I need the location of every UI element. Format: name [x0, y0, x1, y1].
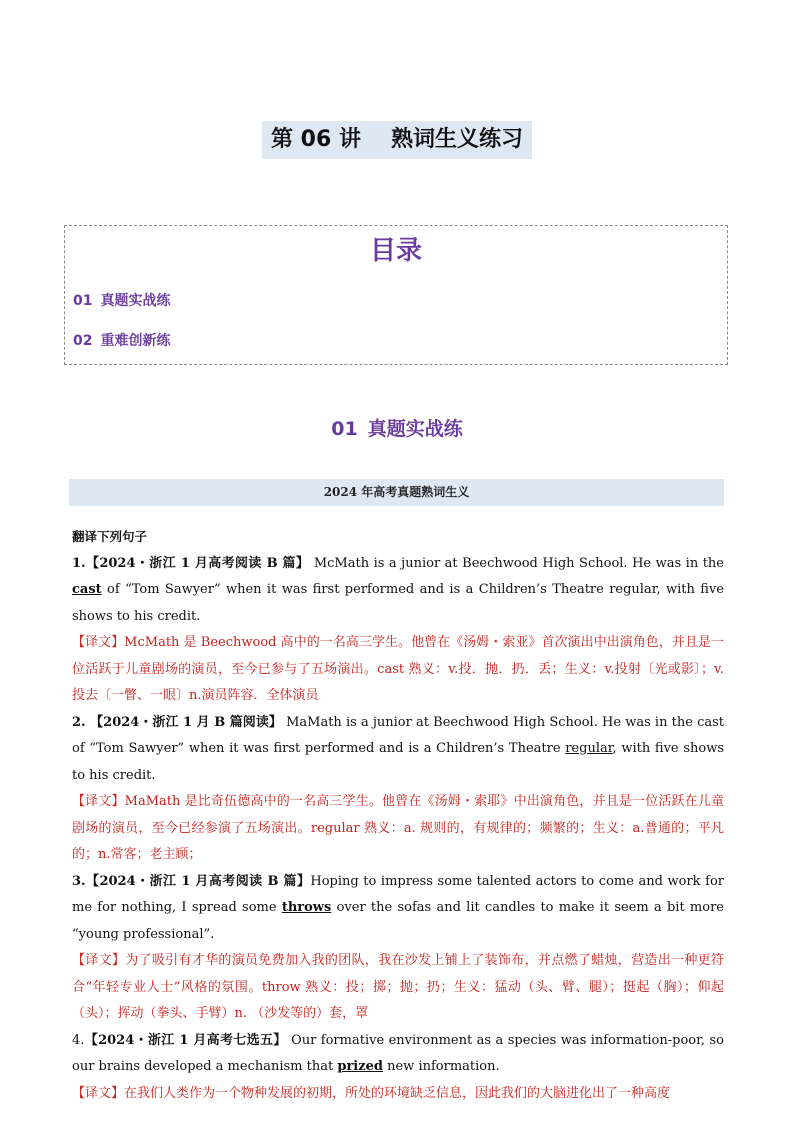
item-text: MaMath is a junior at Beechwood High School. He was in the cast of “Tom Sawyer” when it was first performed and is a Children’s Theatre [72, 714, 724, 756]
item-keyword: throws [281, 900, 332, 915]
item-text: Hoping to impress some talented actors to come and work for me for nothing, I spread some [72, 873, 724, 915]
toc-item-label: 重难创新练 [100, 333, 171, 349]
toc-item-label: 真题实战练 [100, 293, 171, 309]
item-text: new information. [382, 1059, 500, 1074]
item-text: McMath is a junior at Beechwood High School. He was in the [309, 555, 724, 571]
item-source: 【2024・浙江 1 月高考阅读 B 篇】 [85, 873, 311, 889]
toc-item-number: 02 [73, 333, 93, 349]
item-number: 1. [72, 555, 86, 571]
toc-item-1[interactable] [73, 290, 170, 310]
exercise-item [72, 1028, 724, 1081]
exercise-item [72, 551, 724, 631]
item-translation: 【译文】MaMath 是比奇伍德高中的一名高三学生。他曾在《汤姆・索耶》中出演角色，并且是一位活跃在儿童剧场的演员，至今已经参演了五场演出。regular 熟义：a. 规则的，有规律的；频繁的；生义：a.普通的；平凡的；n.常客；老主顾； [72, 794, 724, 862]
item-text: , with five shows to his credit. [72, 741, 724, 783]
table-of-contents [64, 225, 728, 365]
toc-item-number: 01 [73, 293, 93, 309]
item-translation: 【译文】为了吸引有才华的演员免费加入我的团队，我在沙发上铺上了装饰布，并点燃了蜡烛，营造出一种更符合“年轻专业人士”风格的氛围。throw 熟义：投；掷；抛；扔；生义：猛动（头、臂、腿）；挺起（胸）；仰起（头）；挥动（拳头、手臂）n. （沙发等的）套，罩 [72, 953, 724, 1021]
item-number: 2. [72, 714, 86, 730]
item-keyword: prized [337, 1059, 383, 1074]
item-number: 4. [72, 1032, 85, 1048]
item-translation: 【译文】McMath 是 Beechwood 高中的一名高三学生。他曾在《汤姆・索亚》首次演出中出演角色，并且是一位活跃于儿童剧场的演员，至今已参与了五场演出。cast 熟义：v.投．抛．扔．丢；生义：v.投射〔光或影〕；v.投去〔一瞥、一眼〕n.演员阵容．全体演员 [72, 635, 724, 703]
exercise-content [72, 524, 724, 1107]
item-text: Our formative environment as a species was information-poor, so our brains developed a mechanism that [72, 1032, 725, 1074]
exercise-item [72, 710, 724, 790]
item-source: 【2024・浙江 1 月高考七选五】 [84, 1032, 287, 1048]
item-keyword: cast [72, 582, 102, 597]
item-keyword: regular [565, 741, 613, 756]
item-text: of “Tom Sawyer” when it was first performed and is a Children’s Theatre regular, with five shows to his credit. [72, 582, 724, 624]
section-number: 01 [331, 418, 358, 440]
lecture-topic: 熟词生义练习 [390, 127, 523, 152]
item-source: 【2024・浙江 1 月 B 篇阅读】 [85, 714, 282, 730]
instruction: 翻译下列句子 [72, 529, 148, 544]
item-number: 3. [72, 873, 86, 889]
item-translation: 【译文】在我们人类作为一个物种发展的初期，所处的环境缺乏信息，因此我们的大脑进化出了一种高度 [72, 1085, 671, 1101]
page-title [262, 121, 532, 159]
item-source: 【2024・浙江 1 月高考阅读 B 篇】 [85, 555, 310, 571]
section-title: 真题实战练 [367, 418, 463, 440]
item-text: over the sofas and lit candles to make it seem a bit more “young professional”. [72, 900, 724, 942]
subsection-heading: 2024 年高考真题熟词生义 [69, 479, 724, 506]
lecture-number: 第 06 讲 [271, 127, 361, 152]
toc-heading: 目录 [369, 236, 422, 266]
exercise-item [72, 869, 724, 949]
section-heading [0, 414, 794, 441]
toc-item-2[interactable] [73, 330, 170, 350]
